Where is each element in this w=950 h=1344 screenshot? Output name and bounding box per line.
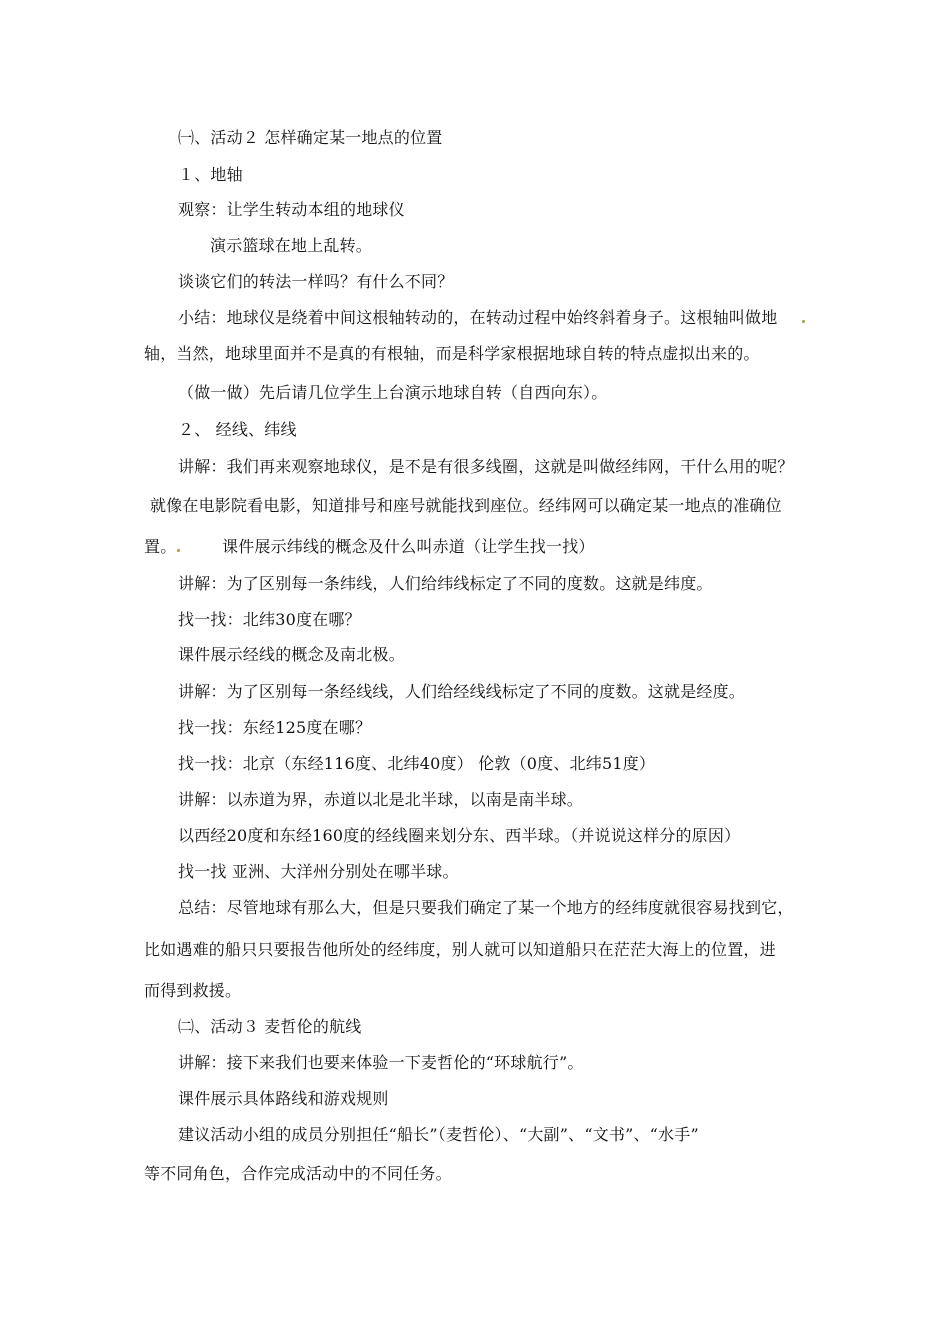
text-line-8: （做一做）先后请几位学生上台演示地球自转（自西向东）。 (178, 383, 608, 402)
text-line-12: 置。 (144, 537, 177, 556)
stray-mark (177, 549, 180, 552)
text-line-27: 讲解：接下来我们也要来体验一下麦哲伦的“环球航行”。 (178, 1053, 584, 1072)
text-line-29: 建议活动小组的成员分别担任“船长”（麦哲伦）、“大副”、“文书”、“水手” (178, 1125, 699, 1144)
text-line-6: 小结：地球仪是绕着中间这根轴转动的，在转动过程中始终斜着身子。这根轴叫做地 (178, 308, 778, 327)
text-line-17: 讲解：为了区别每一条经线线，人们给经线线标定了不同的度数。这就是经度。 (178, 682, 746, 701)
text-line-25: 而得到救援。 (144, 981, 242, 1000)
text-line-20: 讲解：以赤道为界，赤道以北是北半球，以南是南半球。 (178, 790, 584, 809)
text-line-3: 观察：让学生转动本组的地球仪 (178, 200, 405, 219)
text-line-28: 课件展示具体路线和游戏规则 (178, 1089, 389, 1108)
text-line-16: 课件展示经线的概念及南北极。 (178, 645, 405, 664)
text-line-26: ㈡、活动３ 麦哲伦的航线 (178, 1017, 362, 1036)
text-line-18: 找一找：东经125度在哪？ (178, 718, 372, 737)
text-line-19: 找一找：北京（东经116度、北纬40度） 伦敦（0度、北纬51度） (178, 754, 656, 773)
text-line-9: ２、 经线、纬线 (178, 420, 297, 439)
text-line-7: 轴，当然，地球里面并不是真的有根轴，而是科学家根据地球自转的特点虚拟出来的。 (144, 344, 760, 363)
text-line-30: 等不同角色，合作完成活动中的不同任务。 (144, 1164, 452, 1183)
text-line-2: １、地轴 (178, 165, 243, 184)
text-line-1: ㈠、活动２ 怎样确定某一地点的位置 (178, 128, 443, 147)
text-line-4: 演示篮球在地上乱转。 (210, 236, 373, 255)
text-line-22: 找一找 亚洲、大洋州分别处在哪半球。 (178, 862, 459, 881)
text-line-10: 讲解：我们再来观察地球仪，是不是有很多线圈，这就是叫做经纬网，干什么用的呢？ (178, 457, 794, 476)
text-line-21: 以西经20度和东经160度的经线圈来划分东、西半球。（并说说这样分的原因） (178, 826, 741, 845)
text-line-11: 就像在电影院看电影，知道排号和座号就能找到座位。经纬网可以确定某一地点的准确位 (150, 496, 782, 515)
text-line-15: 找一找：北纬30度在哪？ (178, 610, 361, 629)
text-line-5: 谈谈它们的转法一样吗？有什么不同？ (178, 272, 454, 291)
stray-mark (802, 320, 805, 323)
text-line-23: 总结：尽管地球有那么大，但是只要我们确定了某一个地方的经纬度就很容易找到它， (178, 898, 794, 917)
text-line-14: 讲解：为了区别每一条纬线，人们给纬线标定了不同的度数。这就是纬度。 (178, 574, 713, 593)
text-line-24: 比如遇难的船只只要报告他所处的经纬度，别人就可以知道船只在茫茫大海上的位置，进 (144, 940, 776, 959)
text-line-13: 课件展示纬线的概念及什么叫赤道（让学生找一找） (222, 537, 595, 556)
